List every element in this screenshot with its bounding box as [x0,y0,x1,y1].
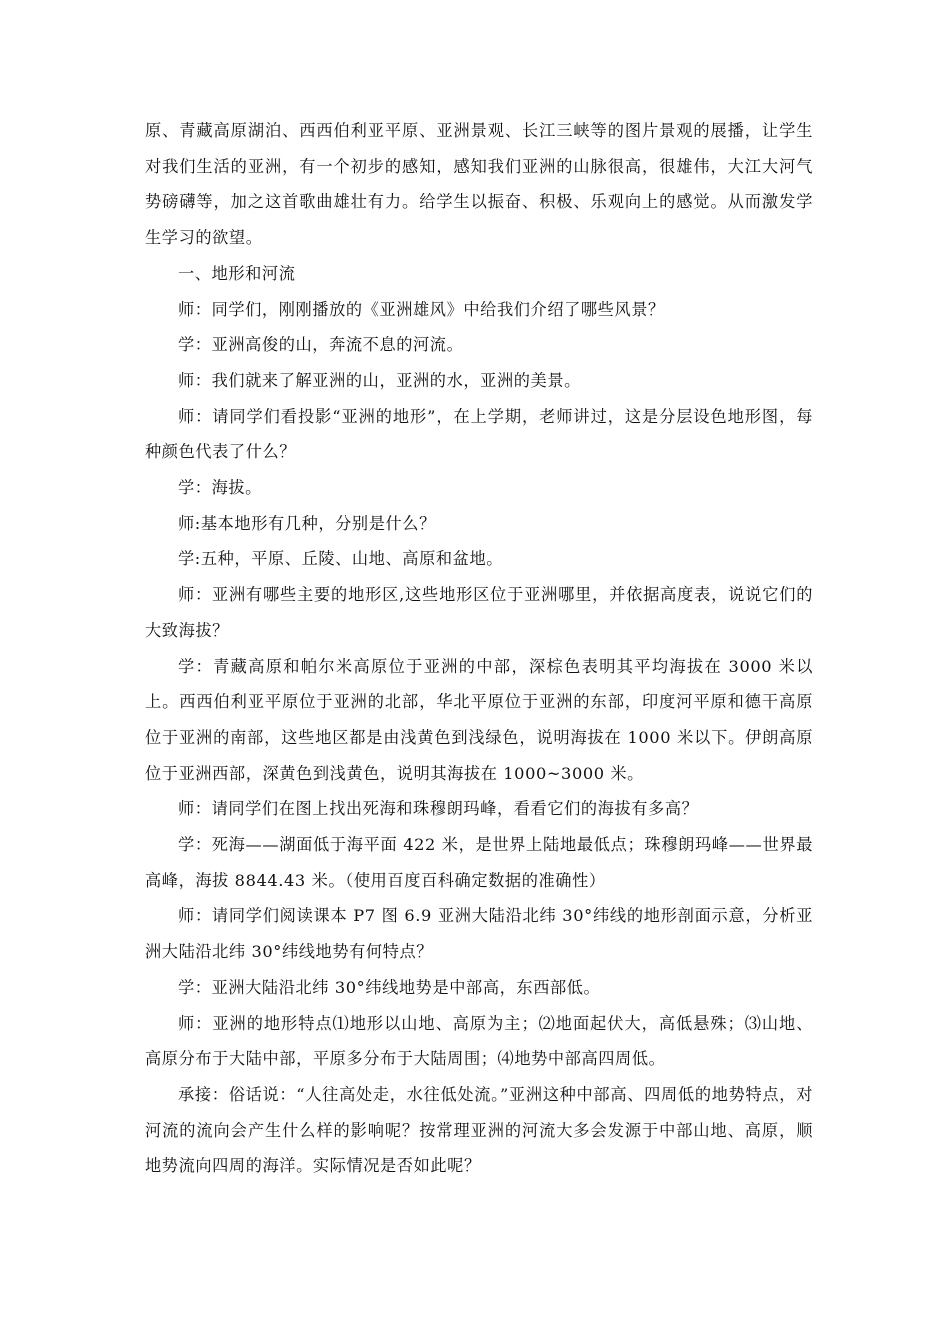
paragraph-intro-continuation: 原、青藏高原湖泊、西西伯利亚平原、亚洲景观、长江三峡等的图片景观的展播，让学生对我们生活的亚洲，有一个初步的感知，感知我们亚洲的山脉很高，很雄伟，大江大河气势磅礴等，加之这首歌曲雄壮有力。给学生以振奋、积极、乐观向上的感觉。从而激发学生学习的欲望。 [145,121,813,248]
paragraph-student-deadsea-everest-answer: 学：死海——湖面低于海平面 422 米，是世界上陆地最低点；珠穆朗玛峰——世界最高峰，海拔 8844.43 米。（使用百度百科确定数据的准确性） [145,835,813,890]
paragraph-teacher-landforms-question: 师:基本地形有几种，分别是什么？ [178,513,436,533]
document-body [145,113,813,1184]
paragraph-teacher-intro: 师：我们就来了解亚洲的山，亚洲的水，亚洲的美景。 [178,370,581,390]
paragraph-student-regions-answer: 学：青藏高原和帕尔米高原位于亚洲的中部，深棕色表明其平均海拔在 3000 米以上。西西伯利亚平原位于亚洲的北部，华北平原位于亚洲的东部，印度河平原和德干高原位于亚洲的南部，这些地区都是由浅黄色到浅绿色，说明海拔在 1000 米以下。伊朗高原位于亚洲西部，深黄色到浅黄色，说明其海拔在 1000~3000 米。 [145,656,813,783]
paragraph-teacher-map-question: 师：请同学们看投影“亚洲的地形”，在上学期，老师讲过，这是分层设色地形图，每种颜色代表了什么？ [145,406,813,462]
paragraph-student-answer-mountains: 学：亚洲高俊的山，奔流不息的河流。 [178,335,464,355]
paragraph-teacher-regions-question: 师：亚洲有哪些主要的地形区,这些地形区位于亚洲哪里，并依据高度表，说说它们的大致海拔？ [145,585,813,640]
paragraph-teacher-terrain-features: 师：亚洲的地形特点⑴地形以山地、高原为主；⑵地面起伏大，高低悬殊；⑶山地、高原分布于大陆中部，平原多分布于大陆周围；⑷地势中部高四周低。 [145,1013,813,1069]
paragraph-student-landforms-answer: 学:五种，平原、丘陵、山地、高原和盆地。 [178,549,504,569]
paragraph-teacher-deadsea-everest-question: 师：请同学们在图上找出死海和珠穆朗玛峰，看看它们的海拔有多高？ [178,799,699,819]
paragraph-student-profile-answer: 学：亚洲大陆沿北纬 30°纬线地势是中部高，东西部低。 [178,977,601,997]
paragraph-transition-rivers: 承接：俗话说：“人往高处走，水往低处流。”亚洲这种中部高、四周低的地势特点，对河流的流向会产生什么样的影响呢？按常理亚洲的河流大多会发源于中部山地、高原，顺地势流向四周的海洋。实际情况是否如此呢？ [145,1084,813,1176]
paragraph-student-altitude: 学：海拔。 [178,478,262,498]
paragraph-teacher-profile-question: 师：请同学们阅读课本 P7 图 6.9 亚洲大陆沿北纬 30°纬线的地形剖面示意，分析亚洲大陆沿北纬 30°纬线地势有何特点？ [145,906,813,962]
section-heading-terrain-rivers: 一、地形和河流 [178,263,296,283]
paragraph-teacher-question-scenery: 师：同学们，刚刚播放的《亚洲雄风》中给我们介绍了哪些风景？ [178,299,665,319]
